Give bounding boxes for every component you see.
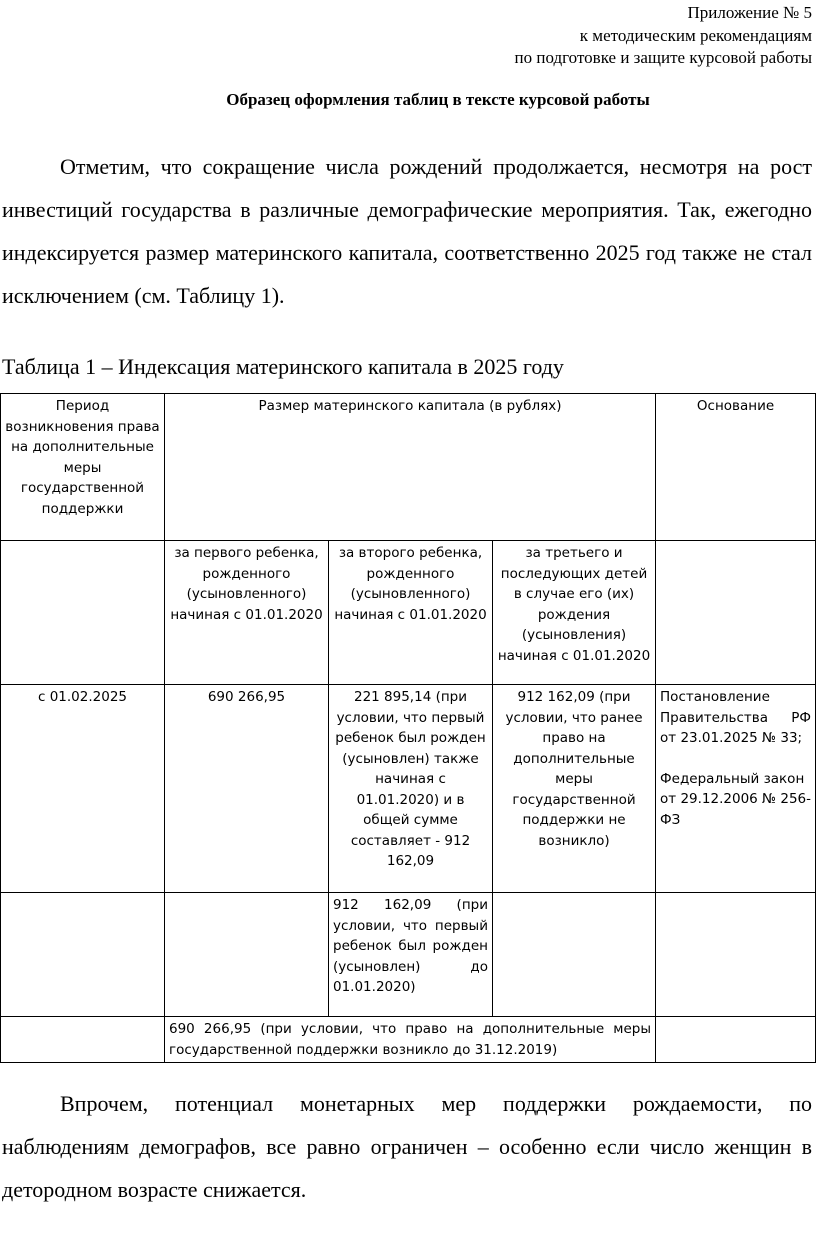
table-header-row <box>1 394 816 541</box>
row2-second-child-text: 912 162,09 (при условии, что первый ребенок был рожден (усыновлен) до 01.01.2020) <box>333 897 488 995</box>
header-amount: Размер материнского капитала (в рублях) <box>165 394 656 541</box>
row1-basis-resolution: Постановление Правительства РФ от 23.01.2025 № 33; <box>660 689 812 746</box>
table-subheader-row <box>1 541 816 685</box>
sample-title: Образец оформления таблиц в тексте курсовой работы <box>226 90 650 109</box>
row1-third-child: 912 162,09 (при условии, что ранее право на дополнительные меры государственной поддержки не возникло) <box>493 685 656 893</box>
row1-basis <box>656 685 816 893</box>
subheader-empty-cell <box>1 541 165 685</box>
subheader-third-child: за третьего и последующих детей в случае его (их) рождения (усыновления) начиная с 01.01.2020 <box>493 541 656 685</box>
row1-second-child: 221 895,14 (при условии, что первый ребенок был рожден (усыновлен) также начиная с 01.01.2020) и в общей сумме составляет - 912 162,09 <box>329 685 493 893</box>
subheader-basis-empty-cell <box>656 541 816 685</box>
row1-basis-federal-law: Федеральный закон от 29.12.2006 № 256-ФЗ <box>660 770 812 828</box>
row1-period: с 01.02.2025 <box>1 685 165 893</box>
header-basis: Основание <box>656 394 816 541</box>
intro-paragraph: Отметим, что сокращение числа рождений продолжается, несмотря на рост инвестиций государства в различные демографические мероприятия. Так, ежегодно индексируется размер материнского капитала, соответственно 2025 год также не стал исключением (см. Таблицу 1). <box>2 154 812 308</box>
closing-paragraph: Впрочем, потенциал монетарных мер поддержки рождаемости, по наблюдениям демографов, все равно ограничен – особенно если число женщин в детородном возрасте снижается. <box>2 1091 812 1202</box>
appendix-number: Приложение № 5 <box>687 3 812 22</box>
subheader-second-child: за второго ребенка, рожденного (усыновленного) начиная с 01.01.2020 <box>329 541 493 685</box>
row3-empty-basis <box>656 1017 816 1063</box>
row3-merged-amount-text: 690 266,95 (при условии, что право на дополнительные меры государственной поддержки возникло до 31.12.2019) <box>169 1021 652 1058</box>
table-row <box>1 685 816 893</box>
row3-empty-period <box>1 1017 165 1063</box>
row2-empty-third-child <box>493 893 656 1017</box>
row1-first-child: 690 266,95 <box>165 685 329 893</box>
appendix-header <box>515 2 812 70</box>
table-caption: Таблица 1 – Индексация материнского капитала в 2025 году <box>2 354 564 379</box>
appendix-line-3: по подготовке и защите курсовой работы <box>514 48 812 67</box>
table-row <box>1 893 816 1017</box>
appendix-line-2: к методическим рекомендациям <box>579 25 812 45</box>
header-period: Период возникновения права на дополнительные меры государственной поддержки <box>1 394 165 541</box>
subheader-first-child: за первого ребенка, рожденного (усыновленного) начиная с 01.01.2020 <box>165 541 329 685</box>
row2-second-child <box>329 893 493 1017</box>
row2-empty-first-child <box>165 893 329 1017</box>
maternity-capital-table <box>0 393 816 1063</box>
table-row <box>1 1017 816 1063</box>
row2-empty-basis <box>656 893 816 1017</box>
row3-merged-amount <box>165 1017 656 1063</box>
row2-empty-period <box>1 893 165 1017</box>
